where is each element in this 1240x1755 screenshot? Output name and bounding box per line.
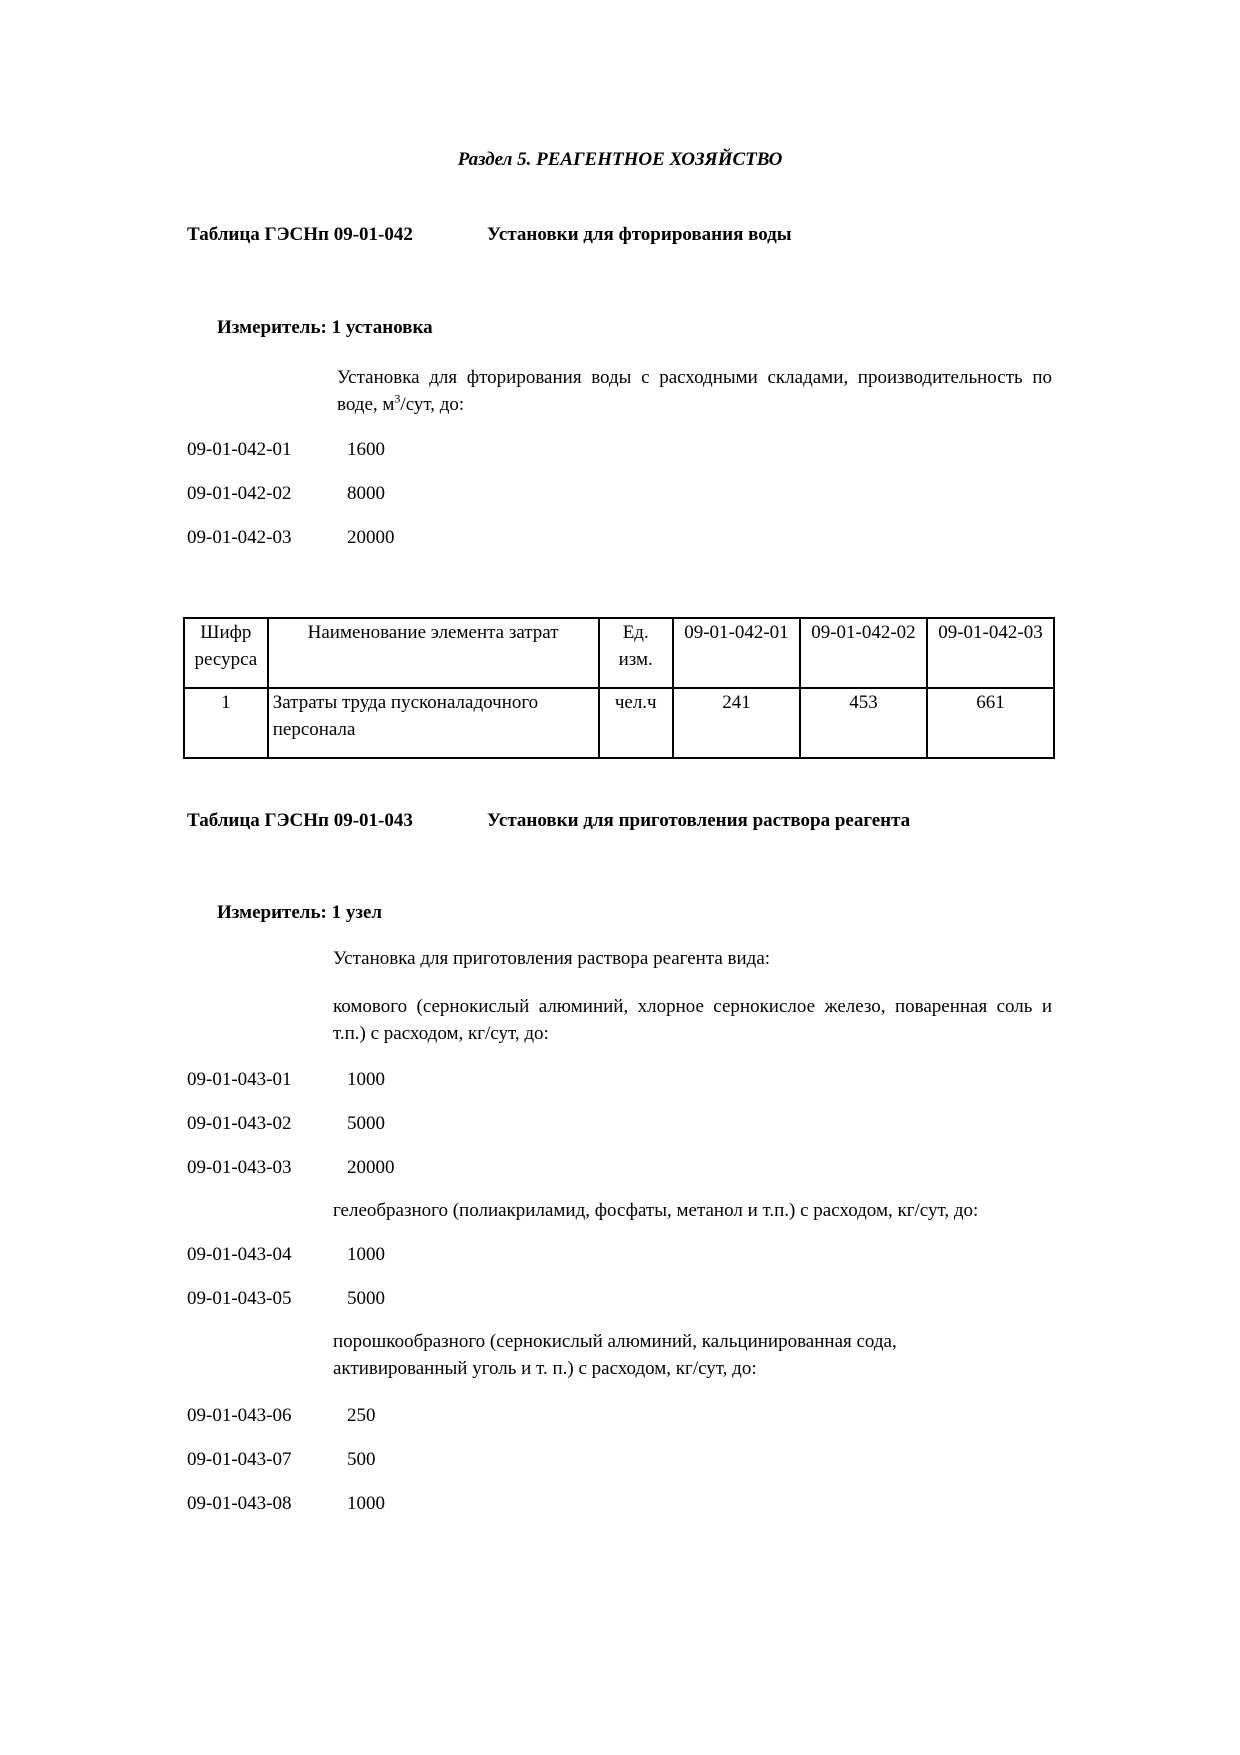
table2-row-code: 09-01-043-02 <box>187 1113 292 1134</box>
cost-table-row <box>184 688 1054 758</box>
header-unit: Ед. изм. <box>599 618 673 688</box>
cell-value-3: 661 <box>927 688 1054 758</box>
table2-intro: Установка для приготовления раствора реагента вида: <box>333 948 771 969</box>
cell-resource-code: 1 <box>184 688 268 758</box>
table1-description <box>337 364 1052 418</box>
cost-table-header-row <box>184 618 1054 688</box>
cell-value-1: 241 <box>673 688 800 758</box>
table2-group3-description-line2: активированный уголь и т. п.) с расходом, кг/сут, до: <box>333 1358 757 1379</box>
table1-row-code: 09-01-042-01 <box>187 439 292 460</box>
table2-row-code: 09-01-043-05 <box>187 1288 292 1309</box>
table1-description-sup: 3 <box>394 391 401 406</box>
cell-unit: чел.ч <box>599 688 673 758</box>
table2-row-value: 1000 <box>347 1069 385 1090</box>
cell-element-name: Затраты труда пусконаладочного персонала <box>268 688 599 758</box>
table2-row-value: 500 <box>347 1449 376 1470</box>
cost-table <box>183 617 1055 759</box>
header-col-1: 09-01-042-01 <box>673 618 800 688</box>
table2-group1-description: комового (сернокислый алюминий, хлорное сернокислое железо, поваренная соль и т.п.) с расходом, кг/сут, до: <box>333 996 1052 1044</box>
table1-measure: Измеритель: 1 установка <box>217 317 433 338</box>
table1-row-value: 20000 <box>347 527 395 548</box>
header-col-2: 09-01-042-02 <box>800 618 927 688</box>
table2-group2-description: гелеобразного (полиакриламид, фосфаты, метанол и т.п.) с расходом, кг/сут, до: <box>333 1200 979 1221</box>
table1-row-value: 8000 <box>347 483 385 504</box>
section-title: Раздел 5. РЕАГЕНТНОЕ ХОЗЯЙСТВО <box>457 149 783 170</box>
header-element-name: Наименование элемента затрат <box>268 618 599 688</box>
table2-group3-description-line1: порошкообразного (сернокислый алюминий, кальцинированная сода, <box>333 1331 897 1352</box>
table2-row-value: 5000 <box>347 1113 385 1134</box>
table1-row-value: 1600 <box>347 439 385 460</box>
table2-row-code: 09-01-043-08 <box>187 1493 292 1514</box>
header-resource-code: Шифр ресурса <box>184 618 268 688</box>
table1-row-code: 09-01-042-03 <box>187 527 292 548</box>
table1-description-tail: /сут, до: <box>400 394 465 415</box>
table2-row-value: 1000 <box>347 1244 385 1265</box>
table2-row-value: 20000 <box>347 1157 395 1178</box>
table2-row-code: 09-01-043-04 <box>187 1244 292 1265</box>
table2-row-code: 09-01-043-06 <box>187 1405 292 1426</box>
table2-row-code: 09-01-043-07 <box>187 1449 292 1470</box>
table1-code: Таблица ГЭСНп 09-01-042 <box>187 224 413 245</box>
table1-row-code: 09-01-042-02 <box>187 483 292 504</box>
header-col-3: 09-01-042-03 <box>927 618 1054 688</box>
table2-code: Таблица ГЭСНп 09-01-043 <box>187 810 413 831</box>
table2-row-value: 5000 <box>347 1288 385 1309</box>
table2-row-value: 250 <box>347 1405 376 1426</box>
table2-row-value: 1000 <box>347 1493 385 1514</box>
cell-value-2: 453 <box>800 688 927 758</box>
table1-description-main: Установка для фторирования воды с расходными складами, производительность по воде, м <box>337 367 1052 415</box>
table2-name: Установки для приготовления раствора реагента <box>487 810 911 831</box>
table2-measure: Измеритель: 1 узел <box>217 902 383 923</box>
table2-row-code: 09-01-043-01 <box>187 1069 292 1090</box>
table2-row-code: 09-01-043-03 <box>187 1157 292 1178</box>
table1-name: Установки для фторирования воды <box>487 224 792 245</box>
